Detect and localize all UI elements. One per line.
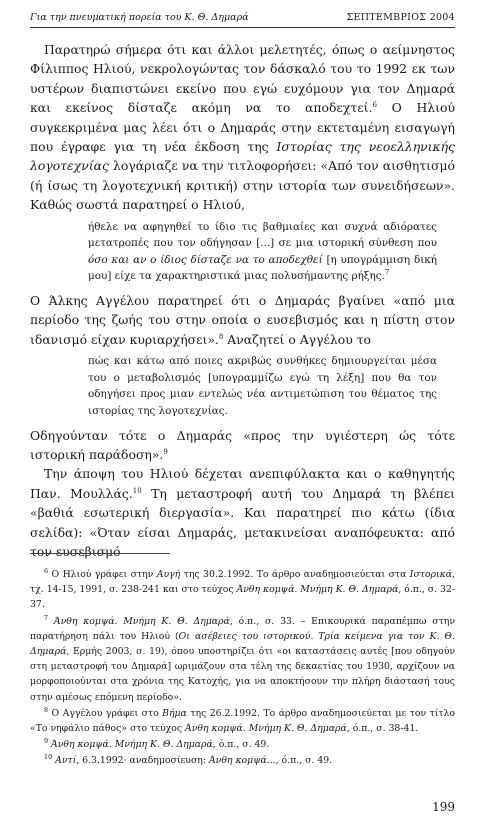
footnote-text: της 30.2.1992. Το άρθρο αναδημοσιεύεται στα [180, 569, 410, 580]
running-header [30, 10, 455, 26]
paragraph-3-text: Οδηγούνταν τότε ο Δημαράς «προς την υγιέστερη ώς τότε ιστορική παράδοση». [30, 427, 455, 463]
footnote-text: , Ερμής 2003, σ. 19), όπου υποστηρίζει ότι «οι καταστάσεις αυτές [που οδηγούν στη μεταστροφή του Δημαρά] ωριμάζουν στα τέλη της δεκαετίας του 1930, αρχίζουν να μορφοποιούνται στα χρόνια της Κατοχής, για να αποκτήσουν την πλήρη διάστασή τους στην αμέσως επόμενη περίοδο». [30, 646, 455, 703]
paragraph-3 [30, 426, 455, 465]
footnote-7 [30, 614, 455, 705]
running-title: Για την πνευματική πορεία του Κ. Θ. Δημαρά [30, 12, 249, 23]
footnote-text: , ό.π., σ. 49. [275, 755, 333, 767]
footnote-6 [30, 567, 455, 613]
footnote-ref-9[interactable]: 9 [163, 447, 168, 456]
quote-1-text-b: [η υπογράμμιση δική μου] είχε τα χαρακτηριστικά μιας πολυσήμαντης ρήξης. [88, 253, 437, 283]
footnote-9 [30, 737, 455, 752]
footnote-italic: Άνθη κομψά. Μνήμη Κ. Θ. Δημαρά [51, 739, 213, 751]
paragraph-1-end: λογάριαζε να την τιτλοφορήσει: «Από τον αισθητισμό (ή ίσως τη λογοτεχνική κριτική) στην ιστορία των συνειδήσεων». Καθώς σωστά παρατηρεί ο Ηλιού, [30, 158, 455, 213]
paragraph-2 [30, 291, 455, 349]
footnote-italic: Άνθη κομψά. Μνήμη Κ. Θ. Δημαρά [53, 615, 230, 627]
footnote-text: , 6.3.1992· αναδημοσίευση: [76, 755, 209, 767]
footnote-ref-6[interactable]: 6 [372, 101, 377, 110]
footnote-italic: Αυγή [156, 569, 181, 580]
footnote-number: 6 [44, 566, 49, 575]
block-quote-2 [88, 353, 437, 419]
footnote-text: , ό.π., σ. 38-41. [346, 723, 419, 735]
header-rule [30, 27, 455, 28]
page-number: 199 [432, 800, 455, 814]
footnote-number: 7 [44, 613, 49, 622]
running-date: ΣΕΠΤΕΜΒΡΙΟΣ 2004 [346, 12, 455, 23]
paragraph-2-end: Αναζητεί ο Αγγέλου το [223, 331, 372, 347]
footnote-italic: Άνθη κομψά... [208, 755, 276, 767]
footnote-number: 10 [44, 753, 53, 762]
footnote-italic: Οι ασέβειες του ιστορικού. Τρία κείμενα για τον Κ. Θ. Δημαρά [30, 630, 455, 658]
paragraph-1 [30, 40, 455, 215]
footnote-10 [30, 753, 455, 768]
paragraph-4-text: Την άποψη του Ηλιού δέχεται ανεπιφύλακτα και ο καθηγητής Παν. Μουλλάς. [30, 466, 455, 501]
footnote-italic: Βήμα [162, 707, 187, 719]
block-quote-1 [88, 219, 437, 285]
paragraph-4-end: Τη μεταστροφή αυτή του Δημαρά τη βλέπει «βαθιά εσωτερική διεργασία». Και παρατηρεί πιο κάτω (ίδια σελίδα): «Όταν είσαι Δημαράς, μετακινείσαι αναπόφευκτα: από τον ευσεβισμό [30, 485, 455, 560]
footnote-number: 8 [44, 705, 49, 714]
footnote-8 [30, 706, 455, 736]
footnote-text: , ό.π., σ. 32-37. [30, 584, 455, 611]
footnote-number: 9 [44, 737, 49, 746]
paragraph-4 [30, 464, 455, 561]
footnote-text: , τχ. 14-15, 1991, σ. 238-241 και στο τεύχος [30, 569, 456, 596]
footnote-ref-7[interactable]: 7 [384, 268, 390, 277]
footnote-italic: Ιστορικά [409, 569, 453, 580]
footnotes [30, 567, 455, 770]
main-text [30, 40, 455, 561]
footnote-ref-8[interactable]: 8 [218, 332, 224, 341]
quote-1-text-a: ήθελε να αφηγηθεί το ίδιο τις βαθμιαίες και συχνά αδιόρατες μετατροπές που τον οδήγησαν [...] σε μια ιστορική σύνθεση που [88, 220, 437, 250]
footnote-italic: Άνθη κομψά. Μνήμη Κ. Θ. Δημαρά [185, 723, 347, 735]
footnote-text: , ό.π., σ. 33. – Επικουρικά παραπέμπω στην παρατήρηση πάλι του Ηλιού ( [30, 615, 455, 642]
footnote-text: , ό.π., σ. 49. [212, 739, 270, 751]
paragraph-2-text: Ο Άλκης Αγγέλου παρατηρεί ότι ο Δημαράς βγαίνει «από μια περίοδο της ζωής του στην οποία ο ευσεβισμός και η πίστη στον ιδανισμό είχαν κυριαρχήσει». [30, 293, 455, 347]
paragraph-1-text: Παρατηρώ σήμερα ότι και άλλοι μελετητές, όπως ο αείμνηστος Φίλιππος Ηλιού, νεκρολογώντας τον δάσκαλό του το 1992 εκ των υστέρων διαπιστώνει εκείνο που εγώ ευχόμουν για τον Δημαρά και εκείνος δίσταζε ακόμη να το αποδεχτεί. [30, 42, 455, 116]
quote-2-text: πώς και κάτω από ποιες ακριβώς συνθήκες δημιουργείται μέσα του ο μεταβολισμός [υπογραμμίζω εγώ τη λέξη] που θα τον οδηγήσει προς μιαν εντελώς νέα αντιμετώπιση του θέματος της ιστορίας της λογοτεχνίας. [88, 355, 437, 418]
paragraph-1-continuation: Ο Ηλιού συγκεκριμένα μας λέει ότι ο Δημαράς στην εκτεταμένη εισαγωγή που έγραφε για τη νέα έκδοση της [30, 100, 455, 155]
book-title: Ιστορίας της νεοελληνικής λογοτεχνίας [30, 139, 455, 174]
footnote-text: Ο Αγγέλου γράφει στο [48, 707, 163, 719]
footnote-italic: Άνθη κομψά. Μνήμη Κ. Θ. Δημαρά [236, 584, 399, 596]
quote-1-emphasis: όσο και αν ο ίδιος δίσταζε να το αποδεχθεί [88, 253, 323, 266]
footnote-italic: Αντί [55, 755, 77, 767]
footnote-ref-10[interactable]: 10 [132, 486, 142, 495]
footnote-text: της 26.2.1992. Το άρθρο αναδημοσιεύεται με τον τίτλο «Το νηφάλιο πάθος» στο τεύχος [30, 707, 456, 735]
footnote-text: Ο Ηλιού γράφει στην [48, 569, 157, 580]
footnote-rule [30, 553, 170, 554]
